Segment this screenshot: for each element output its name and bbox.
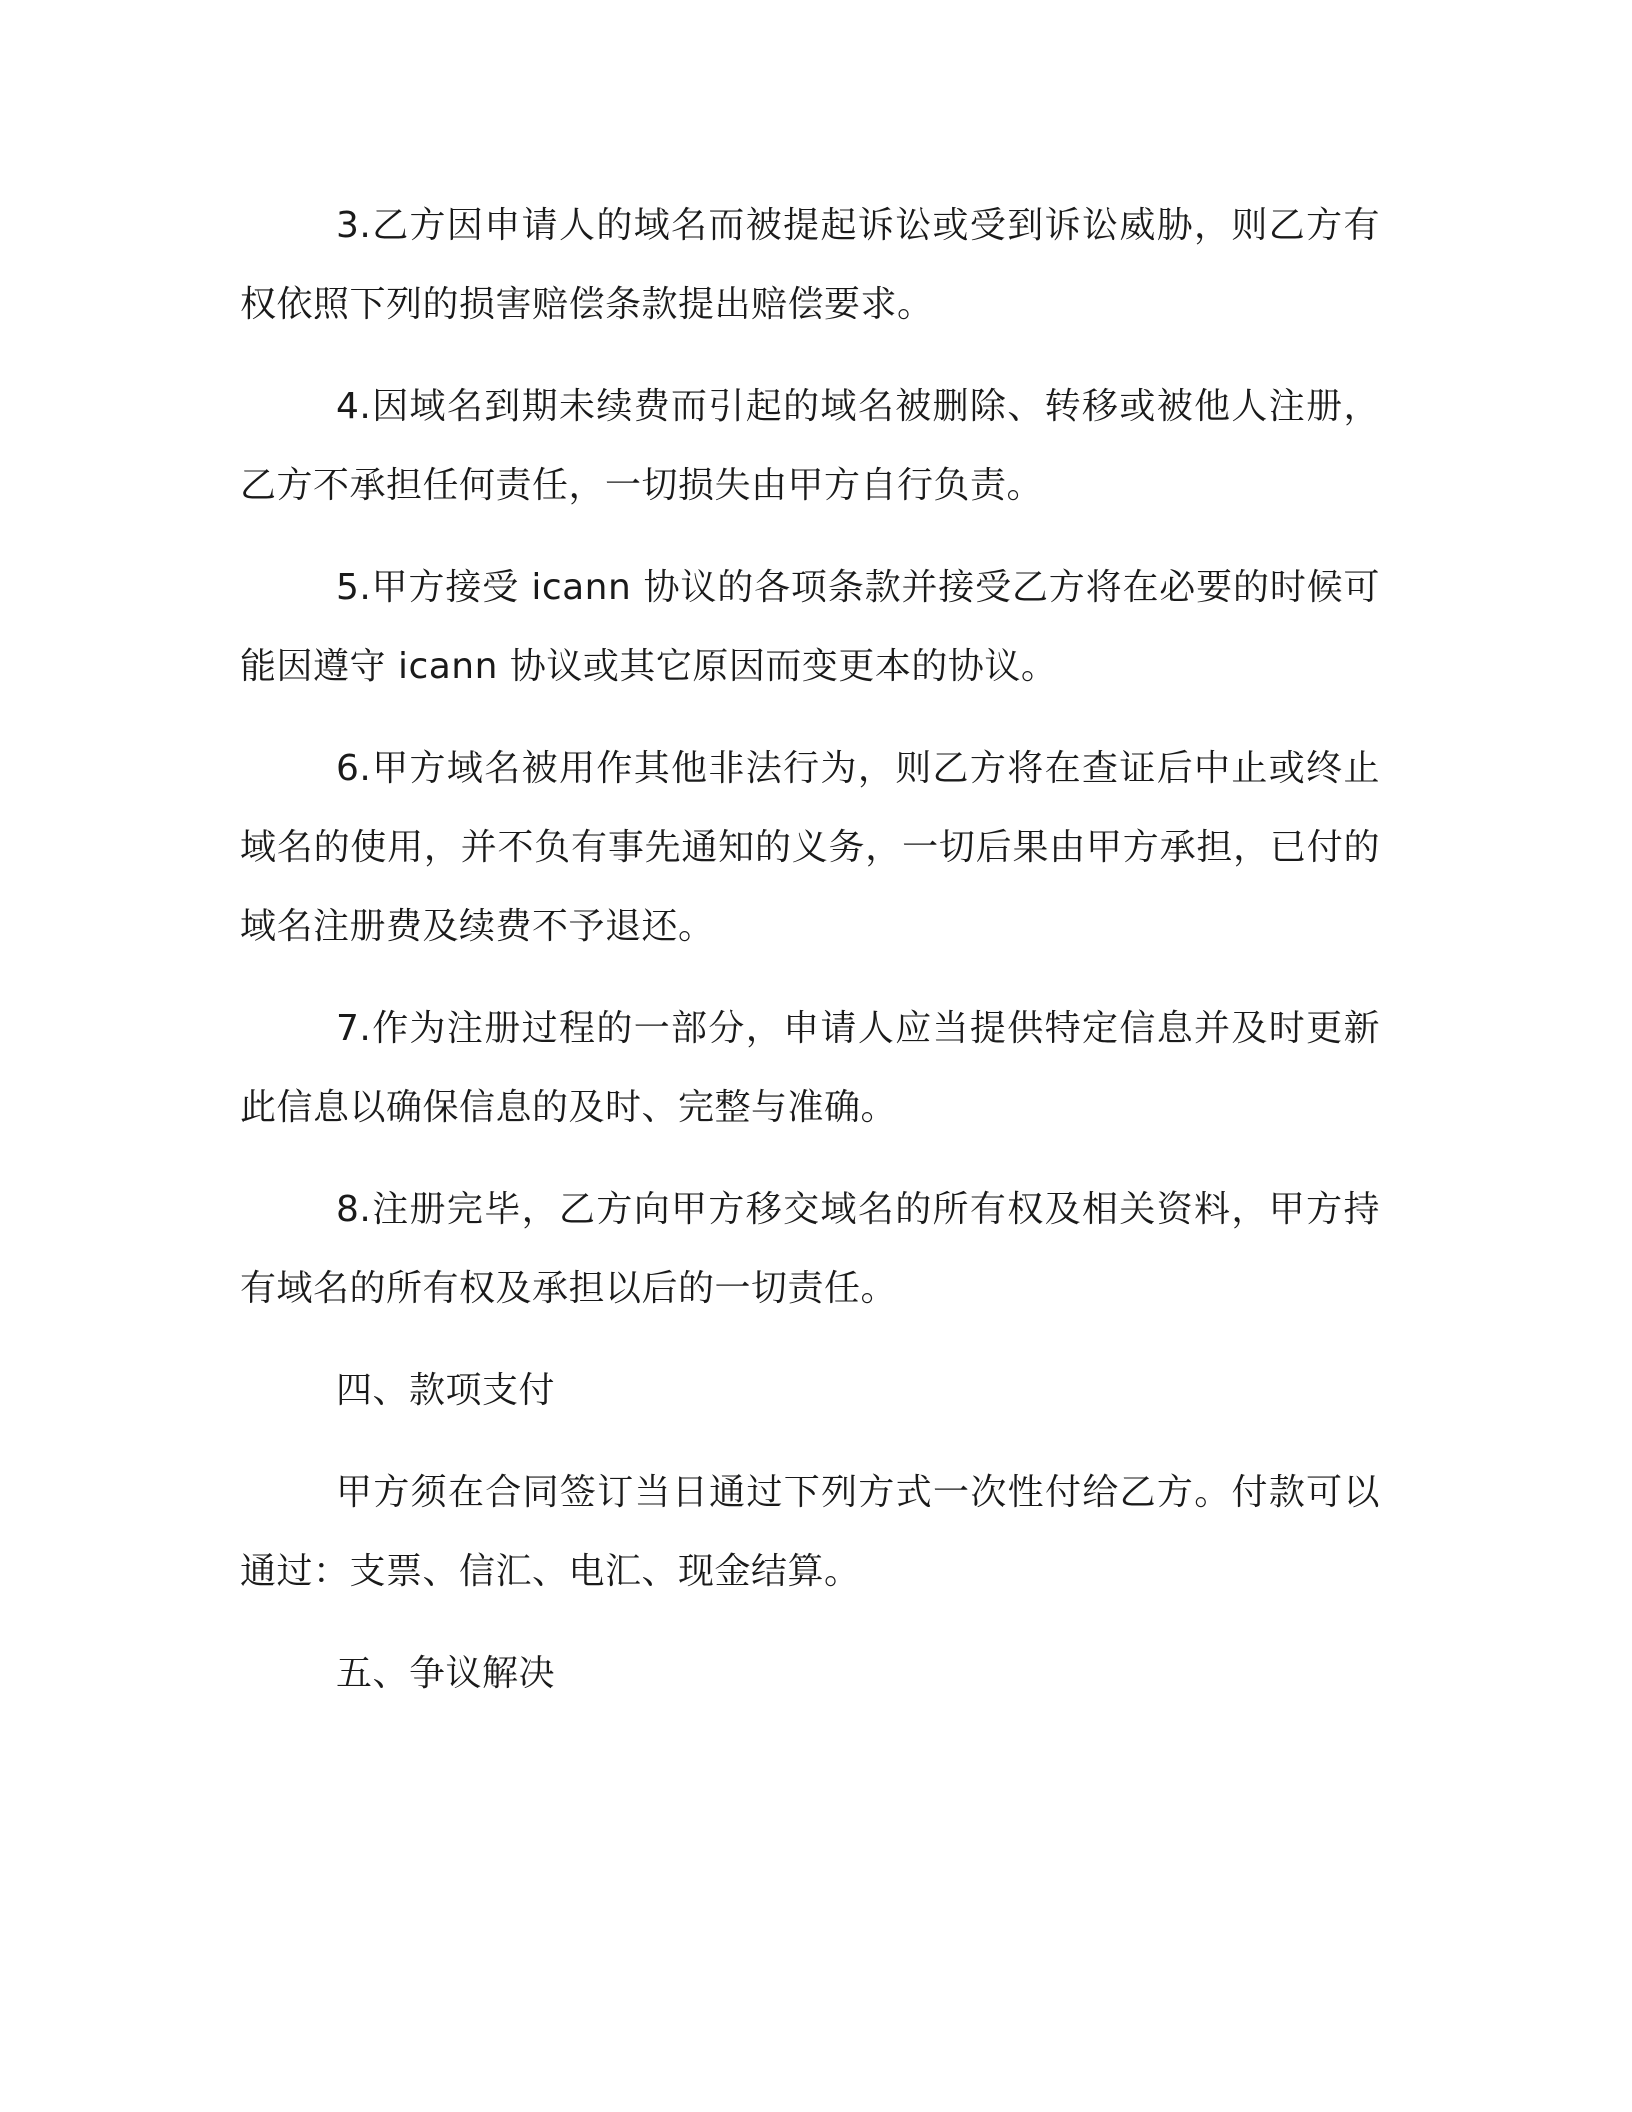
clause-5: 5.甲方接受 icann 协议的各项条款并接受乙方将在必要的时候可能因遵守 icann 协议或其它原因而变更本的协议。 (240, 567, 1380, 687)
clause-3: 3.乙方因申请人的域名而被提起诉讼或受到诉讼威胁，则乙方有权依照下列的损害赔偿条款提出赔偿要求。 (240, 205, 1380, 325)
section-4-heading: 四、款项支付 (336, 1370, 556, 1411)
document-page (240, 186, 1380, 1736)
clause-4: 4.因域名到期未续费而引起的域名被删除、转移或被他人注册，乙方不承担任何责任，一切损失由甲方自行负责。 (240, 386, 1380, 506)
clause-8: 8.注册完毕，乙方向甲方移交域名的所有权及相关资料，甲方持有域名的所有权及承担以后的一切责任。 (240, 1189, 1380, 1309)
section-5-heading: 五、争议解决 (336, 1653, 556, 1694)
clause-6: 6.甲方域名被用作其他非法行为，则乙方将在查证后中止或终止域名的使用，并不负有事先通知的义务，一切后果由甲方承担，已付的域名注册费及续费不予退还。 (240, 748, 1380, 947)
clause-7: 7.作为注册过程的一部分，申请人应当提供特定信息并及时更新此信息以确保信息的及时、完整与准确。 (240, 1008, 1380, 1128)
section-4-text: 甲方须在合同签订当日通过下列方式一次性付给乙方。付款可以通过：支票、信汇、电汇、现金结算。 (240, 1472, 1380, 1592)
